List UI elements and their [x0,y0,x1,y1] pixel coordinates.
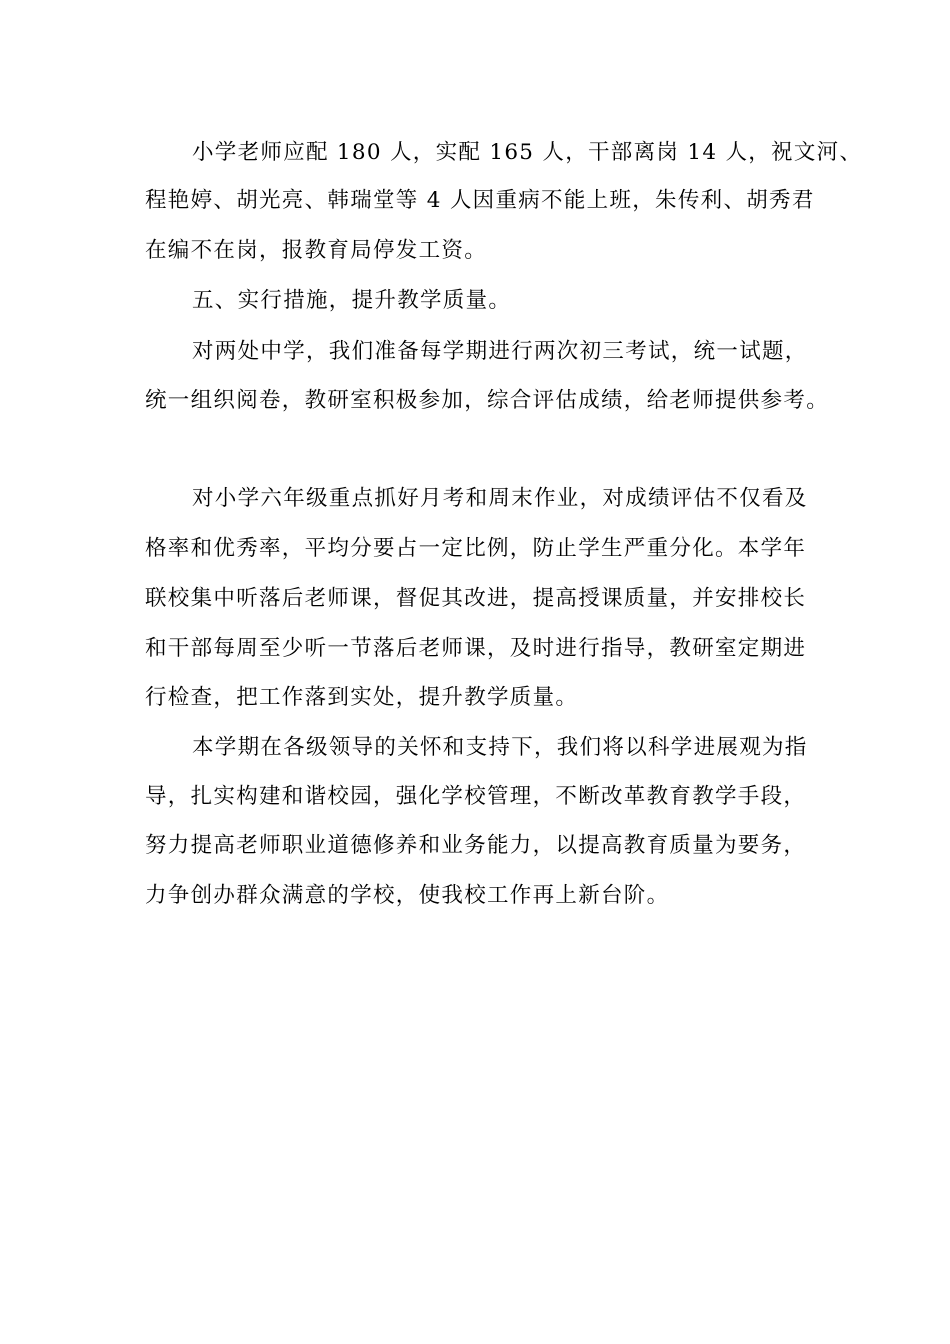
text-line: 对两处中学，我们准备每学期进行两次初三考试，统一试题， [192,339,808,364]
text-line: 对小学六年级重点抓好月考和周末作业，对成绩评估不仅看及 [192,486,808,511]
text-line: 和干部每周至少听一节落后老师课，及时进行指导，教研室定期进 [145,636,807,661]
text-line: 格率和优秀率，平均分要占一定比例，防止学生严重分化。本学年 [145,536,807,561]
text-line: 在编不在岗，报教育局停发工资。 [145,238,488,263]
text-line: 努力提高老师职业道德修养和业务能力，以提高教育质量为要务， [145,833,807,858]
text-line: 行检查，把工作落到实处，提升教学质量。 [145,685,579,710]
text-line: 统一组织阅卷，教研室积极参加，综合评估成绩，给老师提供参考。 [145,388,830,413]
text-line: 导，扎实构建和谐校园，强化学校管理，不断改革教育教学手段， [145,784,807,809]
text-line: 力争创办群众满意的学校，使我校工作再上新台阶。 [145,883,670,908]
text-line: 小学老师应配 180 人，实配 165 人，干部离岗 14 人，祝文河、 [192,140,863,165]
text-line: 本学期在各级领导的关怀和支持下，我们将以科学进展观为指 [192,735,808,760]
text-line: 联校集中听落后老师课，督促其改进，提高授课质量，并安排校长 [145,586,807,611]
heading-line: 五、实行措施，提升教学质量。 [192,288,512,313]
text-line: 程艳婷、胡光亮、韩瑞堂等 4 人因重病不能上班，朱传利、胡秀君 [145,188,815,213]
